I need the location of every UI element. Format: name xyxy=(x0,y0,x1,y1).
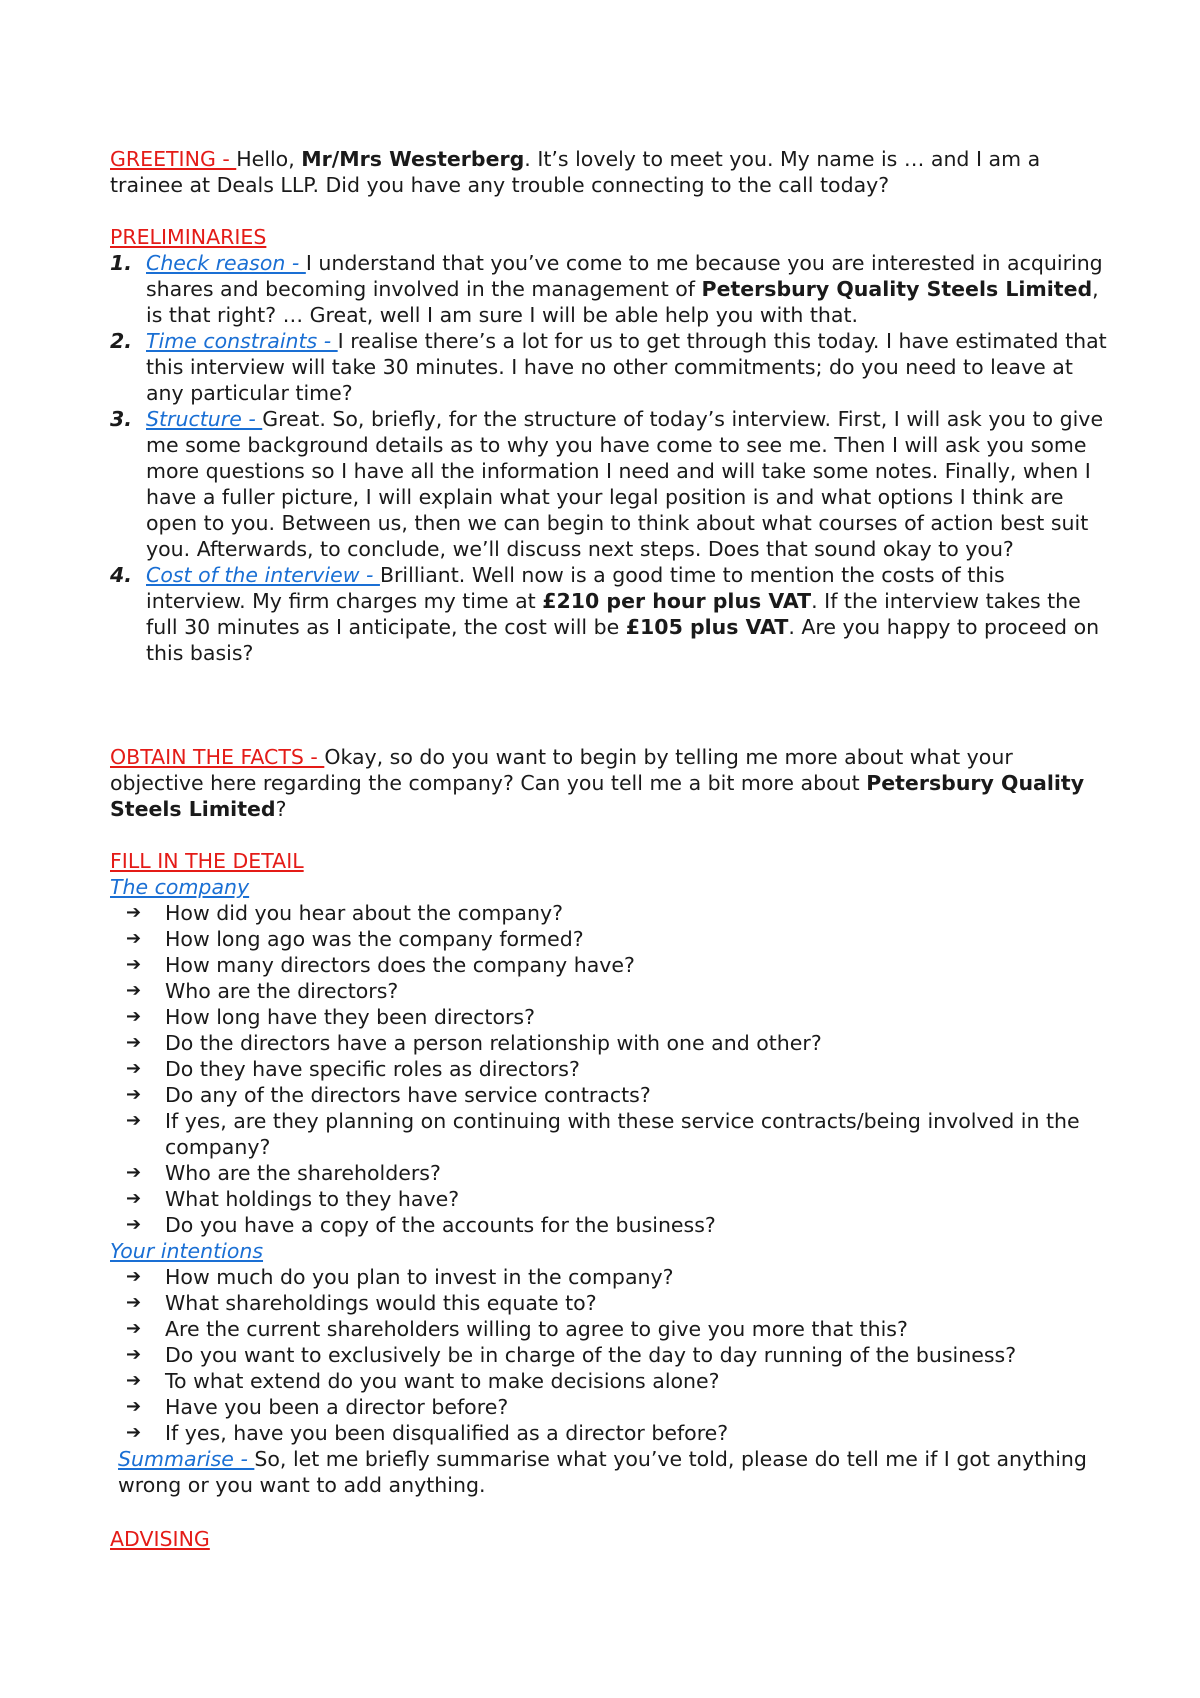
fill-detail-section xyxy=(110,848,1110,1498)
arrow-bullet-icon: ➔ xyxy=(126,1084,142,1105)
company-questions-list xyxy=(110,900,1110,1238)
arrow-bullet-icon: ➔ xyxy=(126,980,142,1001)
step-label: Cost of the interview - xyxy=(146,563,380,587)
arrow-bullet-icon: ➔ xyxy=(126,1318,142,1339)
greeting-section xyxy=(110,146,1110,198)
list-item: ➔ Do you want to exclusively be in charge of the day to day running of the business? xyxy=(126,1343,1017,1367)
step-label: Structure - xyxy=(146,407,263,431)
list-item: ➔ How did you hear about the company? xyxy=(126,901,563,925)
list-item: 4. Cost of the interview - Brilliant. Well now is a good time to mention the costs of this interview. My firm charges my time at £210 per hour plus VAT. If the interview takes the full 30 minutes as I anticipate, the cost will be £105 plus VAT. Are you happy to proceed on this basis? xyxy=(110,563,1100,665)
list-item: 2. Time constraints - I realise there’s a lot for us to get through this today. I have estimated that this interview will take 30 minutes. I have no other commitments; do you need to leave at any particular time? xyxy=(110,329,1107,405)
list-item: ➔ If yes, are they planning on continuing with these service contracts/being involved in the company? xyxy=(126,1109,1080,1159)
arrow-bullet-icon: ➔ xyxy=(126,902,142,923)
list-item: 1. Check reason - I understand that you’ve come to me because you are interested in acquiring shares and becoming involved in the management of Petersbury Quality Steels Limited, is that right? … Great, well I am sure I will be able help you with that. xyxy=(110,251,1103,327)
list-item: ➔ If yes, have you been disqualified as a director before? xyxy=(126,1421,729,1445)
summarise-paragraph: Summarise - So, let me briefly summarise what you’ve told, please do tell me if I got anything wrong or you want to add anything. xyxy=(118,1447,1087,1497)
step-label: Check reason - xyxy=(146,251,306,275)
arrow-bullet-icon: ➔ xyxy=(126,1422,142,1443)
arrow-bullet-icon: ➔ xyxy=(126,1058,142,1079)
preliminaries-heading: PRELIMINARIES xyxy=(110,225,267,249)
arrow-bullet-icon: ➔ xyxy=(126,1032,142,1053)
company-subheading: The company xyxy=(110,875,250,899)
arrow-bullet-icon: ➔ xyxy=(126,1292,142,1313)
list-item: ➔ How long ago was the company formed? xyxy=(126,927,584,951)
advising-section xyxy=(110,1526,1110,1552)
arrow-bullet-icon: ➔ xyxy=(126,1188,142,1209)
company-name: Petersbury Quality Steels Limited xyxy=(110,771,1085,821)
arrow-bullet-icon: ➔ xyxy=(126,1370,142,1391)
intentions-subheading: Your intentions xyxy=(110,1239,264,1263)
list-item: ➔ Who are the directors? xyxy=(126,979,399,1003)
arrow-bullet-icon: ➔ xyxy=(126,928,142,949)
list-item: ➔ How much do you plan to invest in the company? xyxy=(126,1265,674,1289)
list-item: ➔ Have you been a director before? xyxy=(126,1395,509,1419)
arrow-bullet-icon: ➔ xyxy=(126,1162,142,1183)
obtain-facts-heading: OBTAIN THE FACTS - xyxy=(110,745,325,769)
list-item: ➔ Do they have specific roles as directors? xyxy=(126,1057,580,1081)
preliminaries-section xyxy=(110,224,1110,666)
arrow-bullet-icon: ➔ xyxy=(126,1396,142,1417)
arrow-bullet-icon: ➔ xyxy=(126,1266,142,1287)
preliminaries-list xyxy=(110,250,1110,666)
step-label: Time constraints - xyxy=(146,329,338,353)
client-name: Mr/Mrs Westerberg xyxy=(301,147,525,171)
advising-heading: ADVISING xyxy=(110,1527,210,1551)
list-item: ➔ To what extend do you want to make decisions alone? xyxy=(126,1369,720,1393)
list-item: ➔ What holdings to they have? xyxy=(126,1187,460,1211)
list-item: ➔ How many directors does the company have? xyxy=(126,953,635,977)
list-item: ➔ Do you have a copy of the accounts for the business? xyxy=(126,1213,716,1237)
summarise-label: Summarise - xyxy=(118,1447,255,1471)
arrow-bullet-icon: ➔ xyxy=(126,1110,142,1131)
list-item: ➔ Who are the shareholders? xyxy=(126,1161,441,1185)
arrow-bullet-icon: ➔ xyxy=(126,1344,142,1365)
list-item: ➔ What shareholdings would this equate to? xyxy=(126,1291,597,1315)
list-item: ➔ Are the current shareholders willing to agree to give you more that this? xyxy=(126,1317,908,1341)
list-item: ➔ Do any of the directors have service contracts? xyxy=(126,1083,651,1107)
arrow-bullet-icon: ➔ xyxy=(126,1006,142,1027)
fill-detail-heading: FILL IN THE DETAIL xyxy=(110,849,304,873)
list-item: 3. Structure - Great. So, briefly, for the structure of today’s interview. First, I will ask you to give me some background details as to why you have come to see me. Then I will ask you some more questions so I have all the information I need and will take some notes. Finally, when I have a fuller picture, I will explain what your legal position is and what options I think are open to you. Between us, then we can begin to think about what courses of action best suit you. Afterwards, to conclude, we’ll discuss next steps. Does that sound okay to you? xyxy=(110,407,1104,561)
arrow-bullet-icon: ➔ xyxy=(126,954,142,975)
obtain-facts-section xyxy=(110,744,1110,822)
arrow-bullet-icon: ➔ xyxy=(126,1214,142,1235)
greeting-heading: GREETING - xyxy=(110,147,237,171)
obtain-facts-paragraph: OBTAIN THE FACTS - Okay, so do you want to begin by telling me more about what your objective here regarding the company? Can you tell me a bit more about Petersbury Quality Steels Limited? xyxy=(110,745,1085,821)
greeting-paragraph: GREETING - Hello, Mr/Mrs Westerberg. It’s lovely to meet you. My name is … and I am a trainee at Deals LLP. Did you have any trouble connecting to the call today? xyxy=(110,147,1041,197)
intentions-questions-list xyxy=(110,1264,1110,1446)
list-item: ➔ How long have they been directors? xyxy=(126,1005,535,1029)
list-item: ➔ Do the directors have a person relationship with one and other? xyxy=(126,1031,822,1055)
